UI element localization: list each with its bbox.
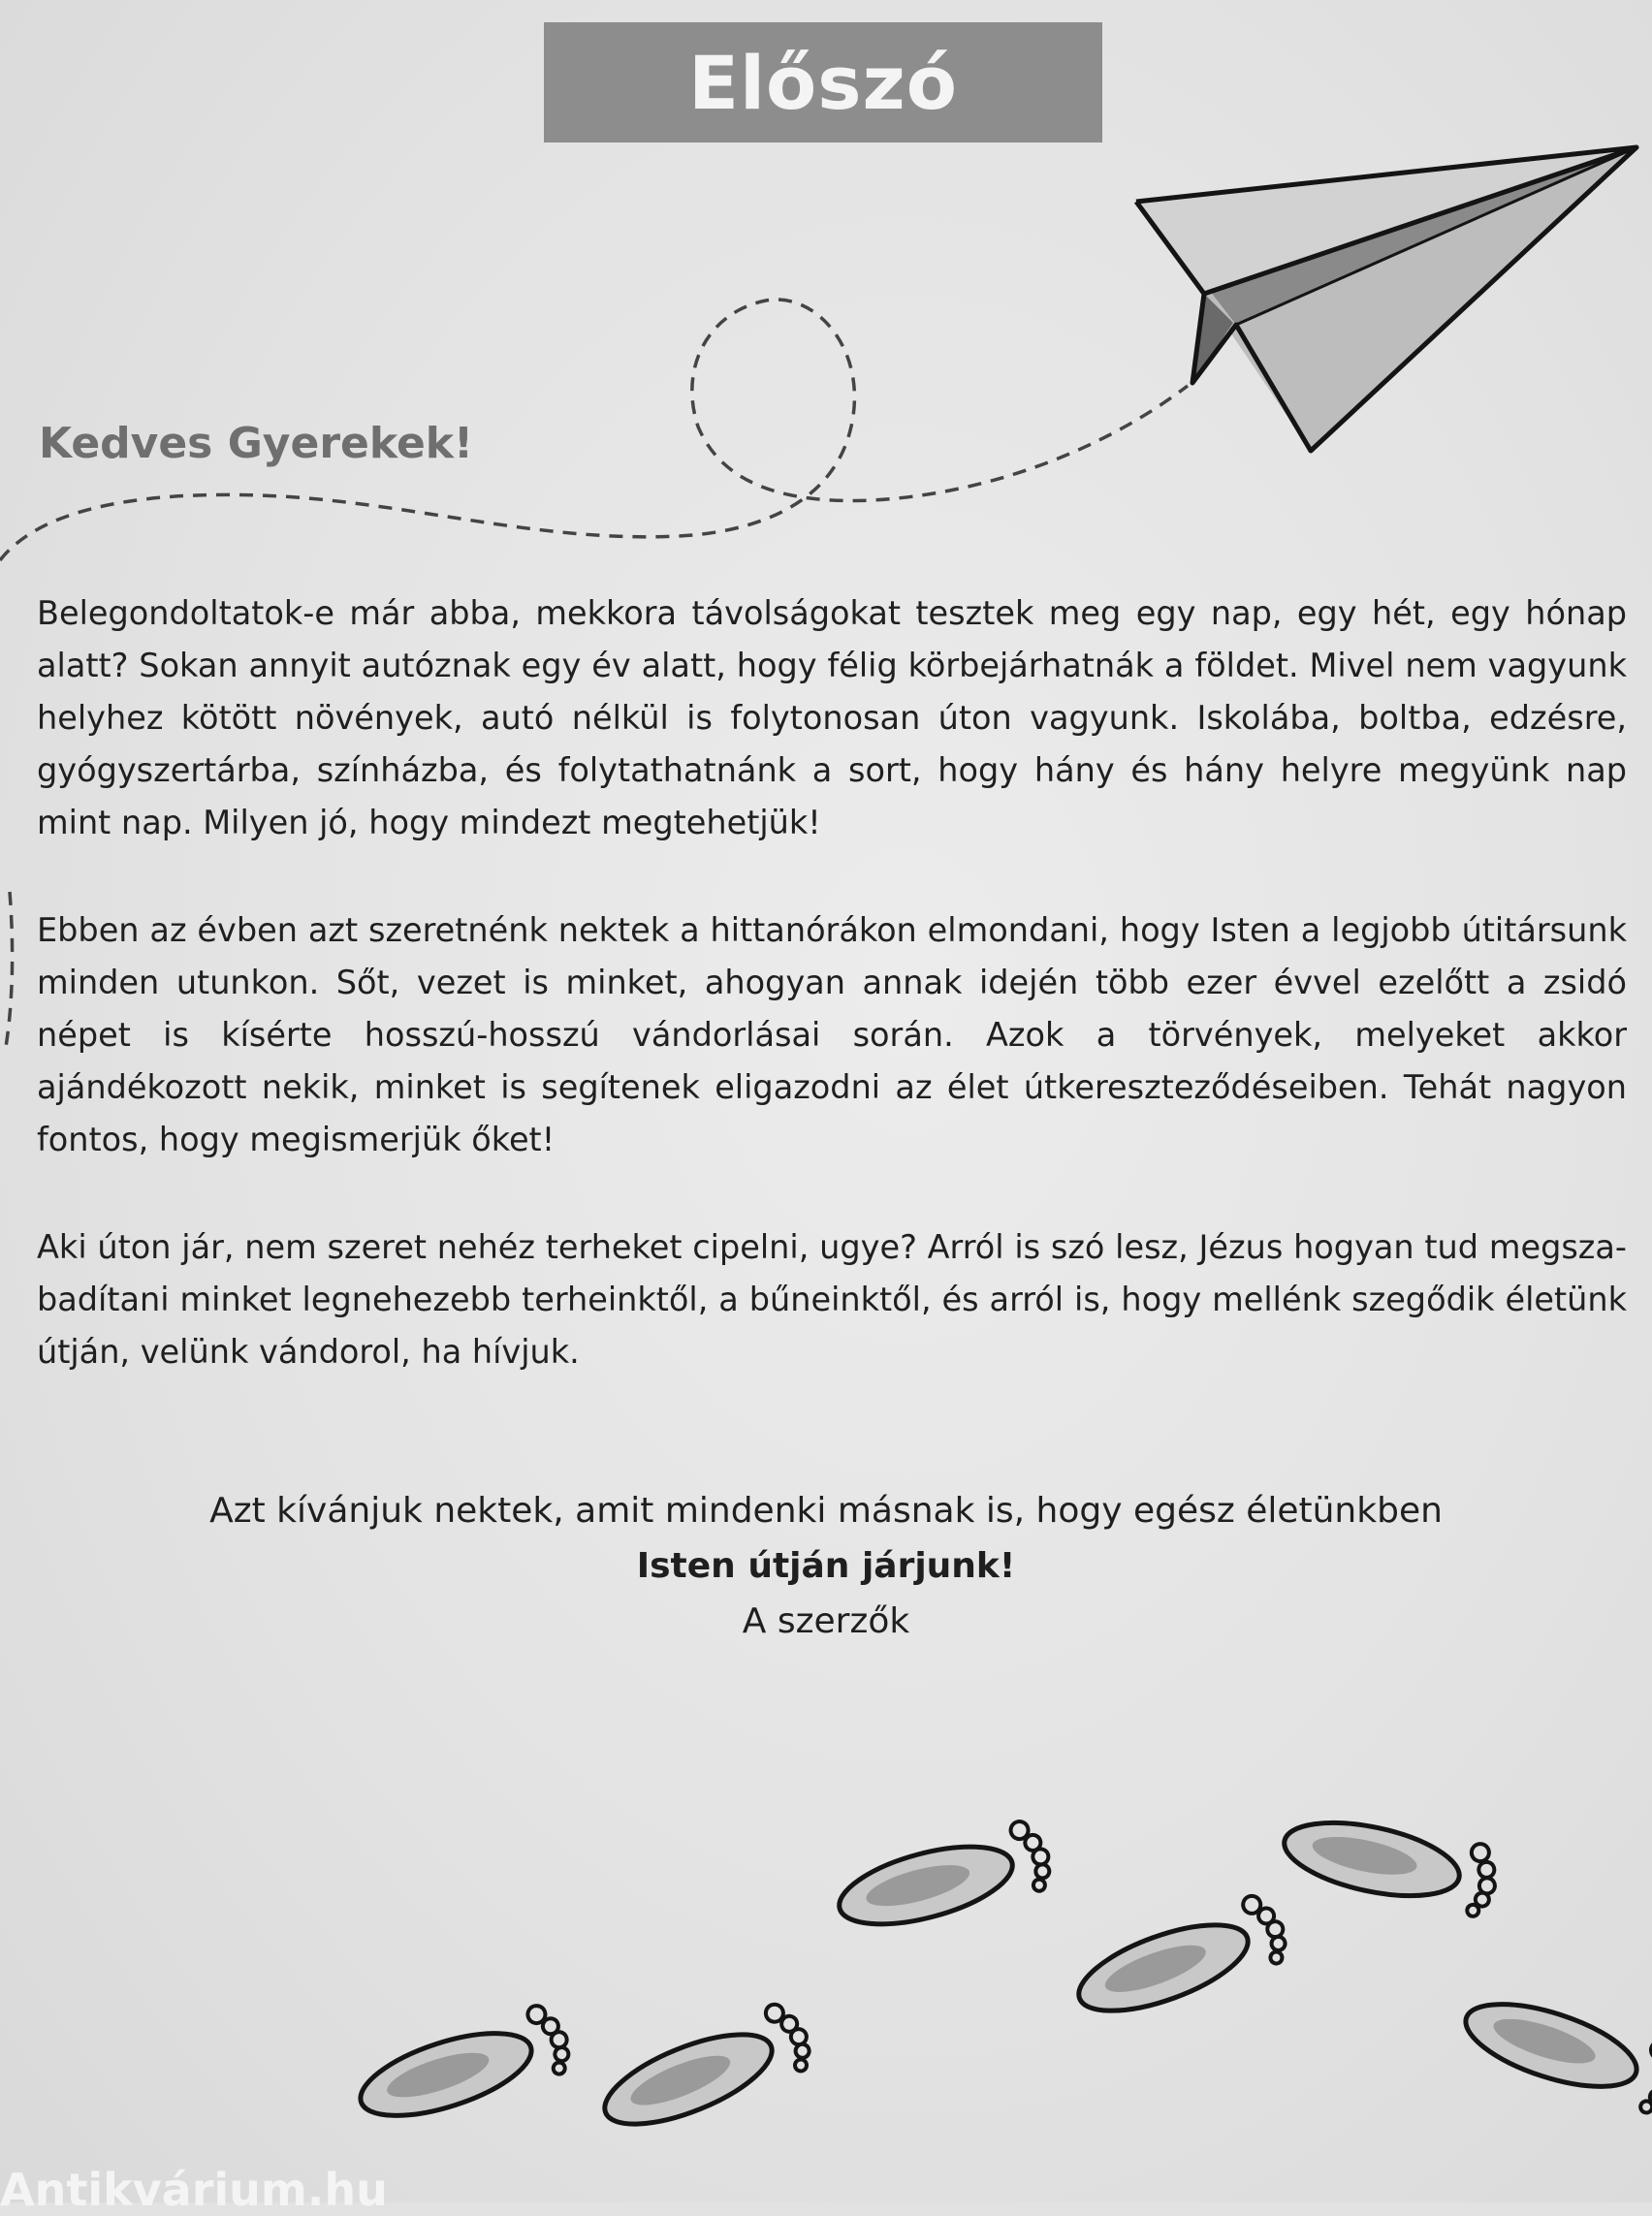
title-banner — [544, 22, 1102, 142]
greeting-heading: Kedves Gyerekek! — [39, 419, 474, 468]
paragraph-3: Aki úton jár, nem szeret nehéz terheket cipelni, ugye? Arról is szó lesz, Jézus hogyan tud megszabadítani minket legnehezebb terheinktől, a bűneinktől, és arról is, hogy mellénk szegődik életünk útján, velünk vándorol, ha hívjuk. — [37, 1228, 1627, 1371]
closing-line: Azt kívánjuk nektek, amit mindenki másnak is, hogy egész életünkben — [209, 1491, 1443, 1531]
paper-plane-icon — [1136, 147, 1636, 451]
closing-motto: Isten útján járjunk! — [636, 1546, 1016, 1586]
paragraph-2: Ebben az évben azt szeretnénk nektek a hittanórákon elmondani, hogy Isten a legjobb útitársunk minden utunkon. Sőt, vezet is minket, ahogyan annak idején több ezer évvel ezelőtt a zsidó népet is kísérte hosszú-hosszú vándorlásai során. Azok a törvények, melyeket akkor ajándékozott nekik, minket is segítenek eligazodni az élet útkereszteződéseiben. Tehát nagyon fontos, hogy megismerjük őket! — [37, 911, 1627, 1158]
footprints-icon — [349, 1804, 1652, 2145]
watermark: Antikvárium.hu — [0, 2164, 388, 2216]
page-title: Előszó — [688, 39, 958, 126]
signature: A szerzők — [742, 1601, 910, 1641]
dashed-path-left — [6, 892, 13, 1047]
closing-block — [0, 1483, 1652, 1649]
paragraph-1: Belegondoltatok-e már abba, mekkora távolságokat tesztek meg egy nap, egy hét, egy hónap alatt? Sokan annyit autóznak egy év alatt, hogy félig körbejárhatnák a földet. Mivel nem vagyunk helyhez kötött növények, autó nélkül is folytonosan úton vagyunk. Iskolába, boltba, edzésre, gyógyszertárba, színházba, és folytathatnánk a sort, hogy hány és hány helyre megyünk nap mint nap. Milyen jó, hogy mindezt megtehetjük! — [37, 594, 1627, 841]
